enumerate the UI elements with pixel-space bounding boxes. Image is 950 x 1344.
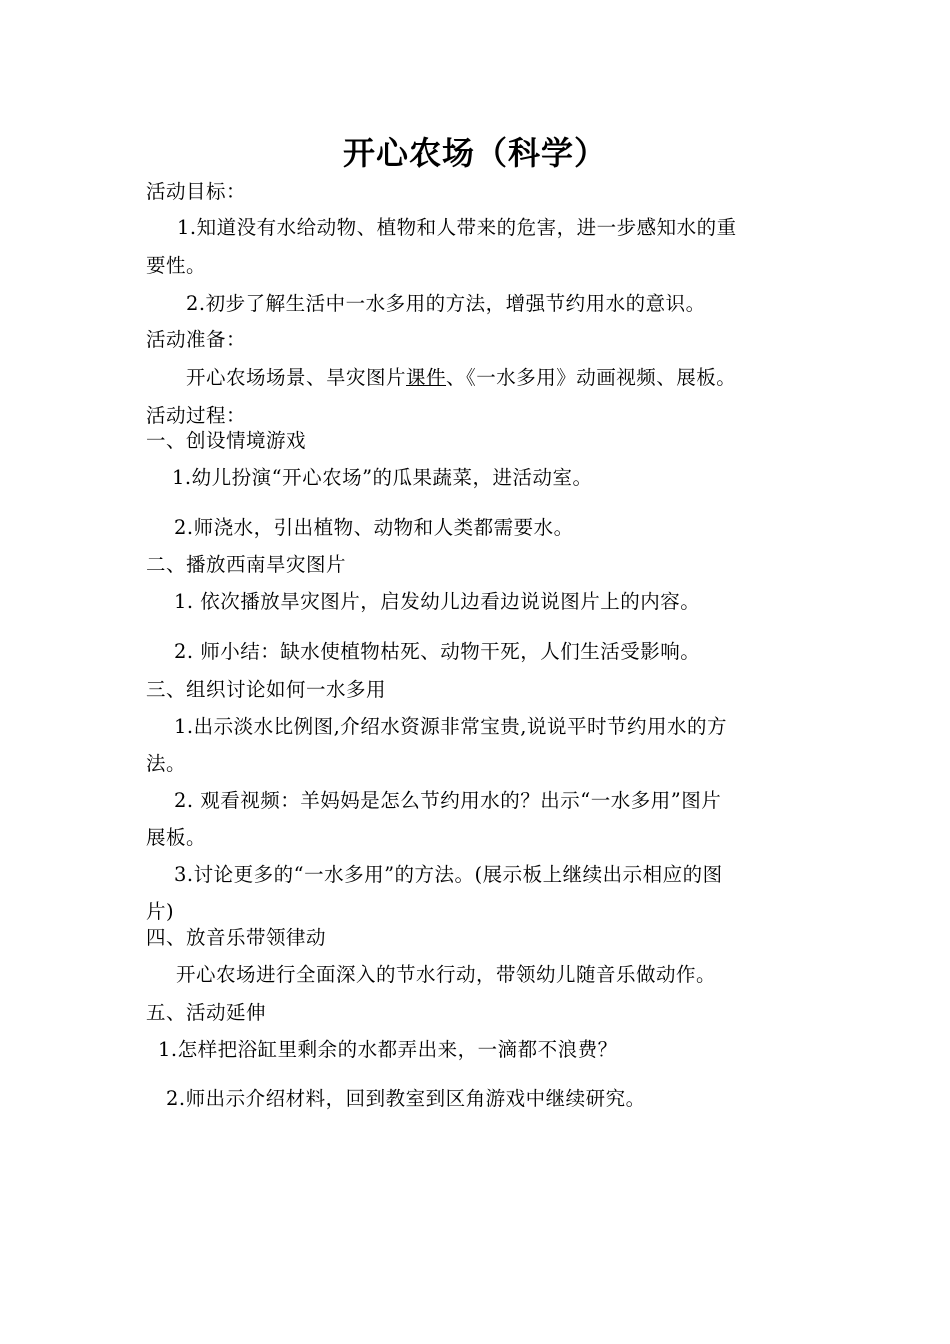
prep-heading: 活动准备： xyxy=(146,328,247,351)
section-4-heading: 四、放音乐带领律动 xyxy=(146,926,327,949)
section-5-heading: 五、活动延伸 xyxy=(146,1001,267,1024)
goals-heading: 活动目标： xyxy=(146,180,247,203)
section-4-item-1: 开心农场进行全面深入的节水行动，带领幼儿随音乐做动作。 xyxy=(176,963,717,986)
prep-text-after: 、《一水多用》动画视频、展板。 xyxy=(446,366,737,389)
goal-2: 2.初步了解生活中一水多用的方法，增强节约用水的意识。 xyxy=(186,292,706,315)
process-heading: 活动过程： xyxy=(146,404,247,427)
courseware-link[interactable]: 课件 xyxy=(406,366,447,389)
section-3-item-3-line-1: 3.讨论更多的“一水多用”的方法。(展示板上继续出示相应的图 xyxy=(174,863,723,886)
section-3-item-1-line-2: 法。 xyxy=(146,752,187,775)
section-5-item-2: 2.师出示介绍材料，回到教室到区角游戏中继续研究。 xyxy=(166,1087,646,1110)
prep-text xyxy=(186,362,736,390)
section-3-item-2-line-2: 展板。 xyxy=(146,826,207,849)
section-3-heading: 三、组织讨论如何一水多用 xyxy=(146,678,387,701)
section-3-item-2-line-1: 2. 观看视频：羊妈妈是怎么节约用水的？出示“一水多用”图片 xyxy=(174,789,722,812)
section-2-item-1: 1. 依次播放旱灾图片，启发幼儿边看边说说图片上的内容。 xyxy=(174,590,701,613)
section-2-heading: 二、播放西南旱灾图片 xyxy=(146,553,347,576)
document-title: 开心农场（科学） xyxy=(342,134,607,172)
section-3-item-1-line-1: 1.出示淡水比例图,介绍水资源非常宝贵,说说平时节约用水的方 xyxy=(174,715,728,738)
goal-1-line-1: 1.知道没有水给动物、植物和人带来的危害，进一步感知水的重 xyxy=(177,216,737,239)
section-1-item-2: 2.师浇水，引出植物、动物和人类都需要水。 xyxy=(174,516,574,539)
section-1-item-1: 1.幼儿扮演“开心农场”的瓜果蔬菜，进活动室。 xyxy=(172,466,593,489)
section-5-item-1: 1.怎样把浴缸里剩余的水都弄出来，一滴都不浪费？ xyxy=(158,1038,618,1061)
prep-text-before: 开心农场场景、旱灾图片 xyxy=(186,366,407,389)
goal-1-line-2: 要性。 xyxy=(146,254,207,277)
section-2-item-2: 2. 师小结：缺水使植物枯死、动物干死，人们生活受影响。 xyxy=(174,640,701,663)
section-1-heading: 一、创设情境游戏 xyxy=(146,429,307,452)
section-3-item-3-line-2: 片) xyxy=(146,900,175,923)
